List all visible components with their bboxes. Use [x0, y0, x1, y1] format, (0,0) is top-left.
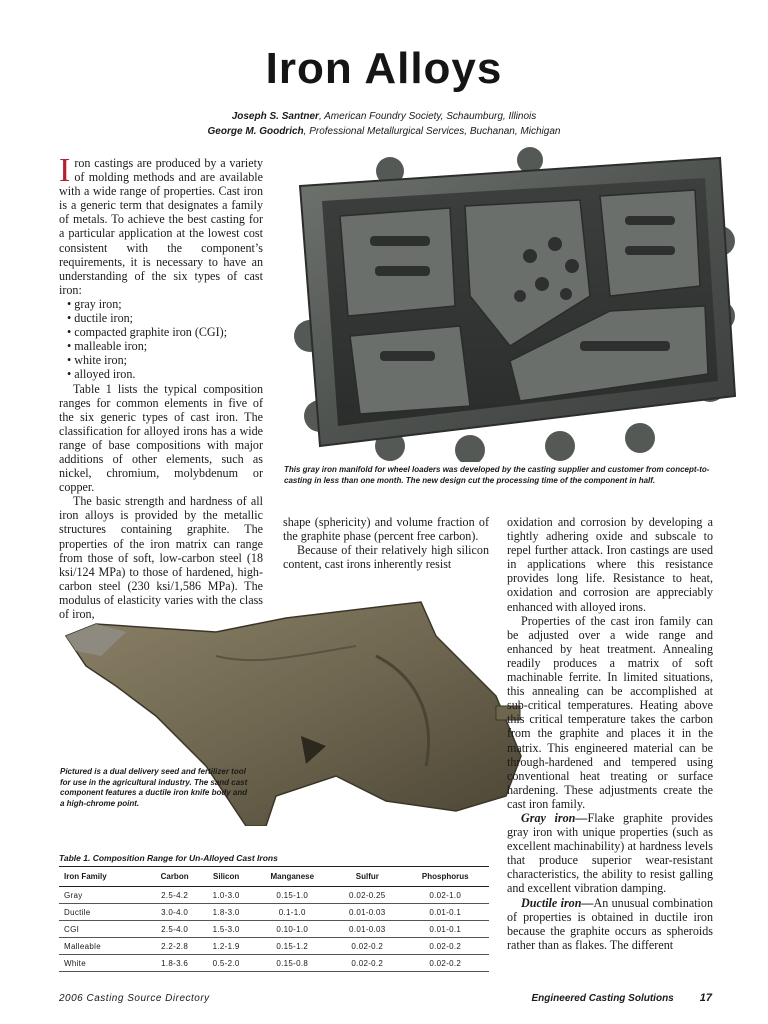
column-header: Carbon	[148, 867, 200, 887]
table-cell: 0.01-0.1	[402, 904, 489, 921]
intro-paragraph: ron castings are produced by a variety of molding methods and are available with a wide range of properties. Cast iron is a generic term that designates a family of metals. To achieve the best casting for a particular application at the lowest cost consistent with the component’s requirements, it is necessary to have an understanding of the six types of cast iron:	[59, 156, 263, 297]
body-column-1	[59, 152, 263, 621]
table-header-row	[59, 867, 489, 887]
list-item: • gray iron;	[67, 297, 263, 311]
table-cell: 0.15-0.8	[251, 955, 333, 972]
footer-section-title: Engineered Casting Solutions	[531, 993, 674, 1004]
list-item: • compacted graphite iron (CGI);	[67, 325, 263, 339]
gray-iron-label: Gray iron—	[521, 810, 588, 825]
table-title: Table 1. Composition Range for Un-Alloyed Cast Irons	[59, 853, 278, 863]
paragraph-gray-iron	[507, 811, 713, 896]
table-cell: 0.02-0.2	[402, 955, 489, 972]
column-header: Phosphorus	[402, 867, 489, 887]
body-column-3	[507, 515, 713, 952]
author-line	[0, 109, 768, 124]
table-cell: 0.01-0.03	[333, 921, 401, 938]
table-cell: 1.8-3.6	[148, 955, 200, 972]
iron-types-list	[59, 297, 263, 382]
paragraph-strength: The basic strength and hardness of all iron alloys is provided by the metallic structures containing graphite. The properties of the iron matrix can range from those of soft, low-carbon steel (18 ksi/124 MPa) to those of hardened, high-carbon steel (230 ksi/1,586 MPa). The modulus of elasticity varies with the class of iron,	[59, 494, 263, 621]
author-line	[0, 124, 768, 139]
gray-iron-text: Flake graphite provides gray iron with unique properties (such as excellent machinability) at hardness levels that produce superior wear-resistant characteristics, the ability to resist galling and excellent vibration damping.	[507, 810, 713, 896]
list-item: • white iron;	[67, 353, 263, 367]
table-cell: Ductile	[59, 904, 148, 921]
paragraph-silicon: Because of their relatively high silicon content, cast irons inherently resist	[283, 543, 489, 572]
table-cell: 1.5-3.0	[201, 921, 252, 938]
table-cell: 1.0-3.0	[201, 887, 252, 904]
table-cell: 2.5-4.2	[148, 887, 200, 904]
footer-section	[532, 992, 713, 1004]
paragraph-ductile-iron	[507, 896, 713, 952]
table-cell: Gray	[59, 887, 148, 904]
table-cell: 2.2-2.8	[148, 938, 200, 955]
table-cell: 0.15-1.0	[251, 887, 333, 904]
page-number: 17	[699, 992, 712, 1004]
table-row	[59, 887, 489, 904]
column-header: Iron Family	[59, 867, 148, 887]
ductile-iron-text: An unusual combination of properties is obtained in ductile iron because the graphite occurs as spheroids rather than as flakes. The different	[507, 895, 714, 952]
author-affiliation: , Professional Metallurgical Services, Buchanan, Michigan	[303, 126, 561, 137]
list-item: • ductile iron;	[67, 311, 263, 325]
table-cell: White	[59, 955, 148, 972]
table-cell: 1.2-1.9	[201, 938, 252, 955]
ductile-iron-label: Ductile iron—	[521, 895, 594, 910]
table-row	[59, 921, 489, 938]
column-header: Sulfur	[333, 867, 401, 887]
paragraph-shape: shape (sphericity) and volume fraction of the graphite phase (percent free carbon).	[283, 515, 489, 544]
table-cell: 0.02-0.25	[333, 887, 401, 904]
table-cell: 0.1-1.0	[251, 904, 333, 921]
table-cell: 1.8-3.0	[201, 904, 252, 921]
article-title: Iron Alloys	[265, 44, 503, 93]
table-cell: 3.0-4.0	[148, 904, 200, 921]
composition-table	[59, 866, 489, 972]
drop-cap: I	[59, 152, 71, 189]
list-item: • alloyed iron.	[67, 367, 263, 381]
column-header: Manganese	[251, 867, 333, 887]
paragraph-properties: Properties of the cast iron family can be adjusted over a wide range and enhanced by heat treatment. Annealing readily produces a matrix of soft machinable ferrite. In limited situations, this annealing can be accomplished at sub-critical temperatures. Heating above this critical temperature takes the carbon from the graphite and places it in the matrix. This engineered material can be through-hardened and tempered using conventional heat treating or surface hardening. These adjustments create the cast iron family.	[507, 613, 713, 811]
table-cell: 0.02-0.2	[402, 938, 489, 955]
table-cell: 0.5-2.0	[201, 955, 252, 972]
author-affiliation: , American Foundry Society, Schaumburg, Illinois	[318, 111, 537, 122]
table-cell: 0.02-1.0	[402, 887, 489, 904]
author-name: Joseph S. Santner	[231, 111, 319, 122]
column-header: Silicon	[201, 867, 252, 887]
table-cell: 0.02-0.2	[333, 955, 401, 972]
paragraph-table-intro: Table 1 lists the typical composition ranges for common elements in five of the six generic types of cast iron. The classification for alloyed irons has a wide range of base compositions with major additions of other elements, such as nickel, chromium, molybdenum or copper.	[59, 381, 263, 495]
knife-caption: Pictured is a dual delivery seed and fertilizer tool for use in the agricultural industry. The sand cast component features a ductile iron knife body and a high-chrome point.	[60, 767, 248, 808]
list-item: • malleable iron;	[67, 339, 263, 353]
table-cell: 0.15-1.2	[251, 938, 333, 955]
table-row	[59, 904, 489, 921]
body-column-2	[283, 515, 489, 571]
table-cell: 0.01-0.03	[333, 904, 401, 921]
footer-publication: 2006 Casting Source Directory	[59, 993, 210, 1004]
table-cell: 2.5-4.0	[148, 921, 200, 938]
manifold-casting-photo	[280, 146, 742, 462]
table-cell: 0.10-1.0	[251, 921, 333, 938]
table-row	[59, 955, 489, 972]
table-cell: 0.01-0.1	[402, 921, 489, 938]
paragraph-oxidation: oxidation and corrosion by developing a tightly adhering oxide and subscale to repel further attack. Iron castings are used in applications where this resistance provides long life. Resistance to heat, oxidation and corrosion are appreciably enhanced with alloyed irons.	[507, 515, 713, 614]
table-cell: Malleable	[59, 938, 148, 955]
author-block	[0, 109, 768, 139]
table-cell: CGI	[59, 921, 148, 938]
manifold-caption: This gray iron manifold for wheel loaders was developed by the casting supplier and customer from concept-to-casting in less than one month. The new design cut the processing time of the component in half.	[284, 465, 710, 485]
table-cell: 0.02-0.2	[333, 938, 401, 955]
author-name: George M. Goodrich	[207, 126, 304, 137]
table-row	[59, 938, 489, 955]
